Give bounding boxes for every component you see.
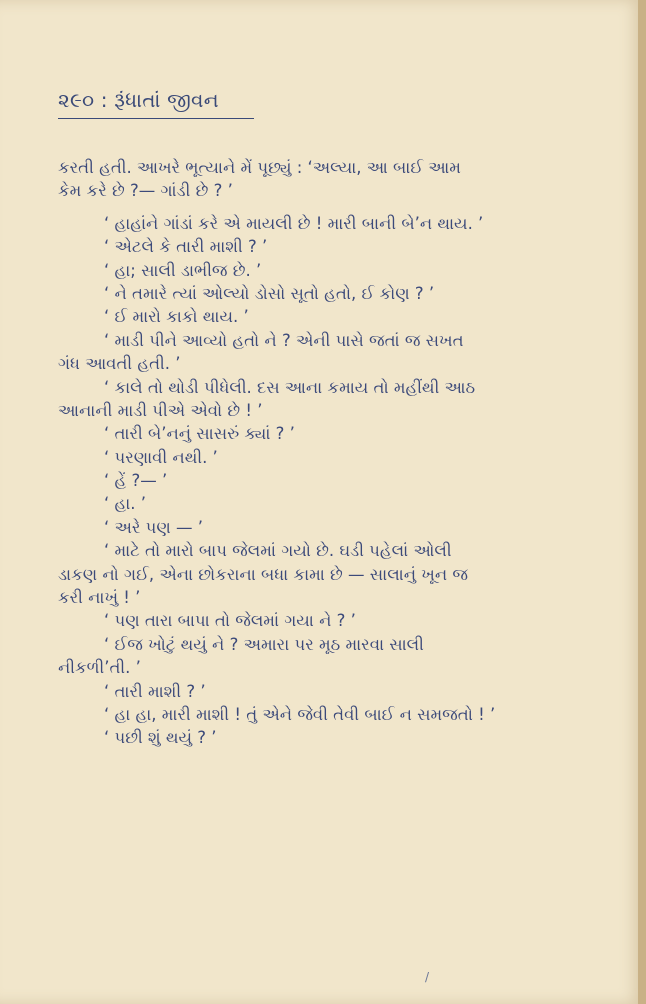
page-edge-shadow <box>638 0 646 1004</box>
paragraph <box>58 726 606 749</box>
ink-mark: / <box>425 970 430 984</box>
text-line: ‘ પરણાવી નથી. ’ <box>104 447 218 467</box>
paragraph <box>58 235 606 258</box>
text-line: ‘ પછી શું થયું ? ’ <box>104 728 217 748</box>
text-line: ‘ ને તમારે ત્યાં ઓલ્યો ડોસો સૂતો હતો, ઈ કોણ ? ’ <box>104 283 435 303</box>
paragraph <box>58 703 606 726</box>
text-line: ‘ પણ તારા બાપા તો જેલમાં ગયા ને ? ’ <box>104 611 356 631</box>
text-line: ‘ તારી બે’નનું સાસરું ક્યાં ? ’ <box>104 424 295 444</box>
paragraph <box>58 329 606 376</box>
paragraph <box>58 446 606 469</box>
text-line: કરતી હતી. આખરે ભૂત્યાને મેં પૂછ્યું : ‘અલ્યા, આ બાઈ આમ <box>58 158 461 177</box>
paragraph <box>58 422 606 445</box>
paragraph <box>58 282 606 305</box>
text-line: ‘ હેં ?— ’ <box>104 471 168 491</box>
paragraph <box>58 680 606 703</box>
text-line: કરી નાખું ! ’ <box>58 588 141 608</box>
paragraph <box>58 516 606 539</box>
paragraph <box>58 539 606 609</box>
paragraph <box>58 259 606 282</box>
text-line: ‘ અરે પણ — ’ <box>104 517 204 537</box>
paragraph <box>58 609 606 632</box>
text-line: ‘ હા. ’ <box>104 494 146 514</box>
header-rule <box>58 118 254 119</box>
body-text <box>58 156 606 750</box>
text-line: ‘ હાહાંને ગાંડાં કરે એ માયલી છે ! મારી બાની બે’ન થાય. ’ <box>104 213 484 233</box>
text-line: ગંધ આવતી હતી. ’ <box>58 354 181 374</box>
text-line: ‘ ઈજ ખોટું થયું ને ? અમારા પર મૂઠ મારવા સાલી <box>104 634 424 654</box>
paragraph <box>58 633 606 680</box>
running-header: ૨૯૦ : રૂંધાતાં જીવન <box>58 88 219 112</box>
text-line: ‘ ઈ મારો કાકો થાય. ’ <box>104 307 249 327</box>
text-line: કેમ કરે છે ?— ગાંડી છે ? ’ <box>58 181 233 201</box>
text-line: ‘ હા; સાલી ડાભીજ છે. ’ <box>104 260 262 280</box>
paragraph <box>58 376 606 423</box>
paragraph <box>58 212 606 235</box>
text-line: ‘ માટે તો મારો બાપ જેલમાં ગયો છે. ઘડી પહેલાં ઓલી <box>104 541 452 561</box>
paragraph <box>58 492 606 515</box>
paragraph <box>58 469 606 492</box>
text-line: ‘ તારી માશી ? ’ <box>104 681 206 701</box>
text-line: ડાકણ નો ગઈ, એના છોકરાના બધા કામા છે — સાલાનું ખૂન જ <box>58 564 468 584</box>
text-line: આનાની માડી પીએ એવો છે ! ’ <box>58 400 263 420</box>
text-line: ‘ હા હા, મારી માશી ! તું એને જેવી તેવી બાઈ ન સમજતો ! ’ <box>104 704 496 724</box>
paragraph <box>58 156 606 203</box>
text-line: નીકળી’તી. ’ <box>58 658 141 678</box>
text-line: ‘ માડી પીને આવ્યો હતો ને ? એની પાસે જતાં જ સખત <box>104 330 464 350</box>
paragraph <box>58 305 606 328</box>
text-line: ‘ એટલે કે તારી માશી ? ’ <box>104 237 268 257</box>
text-line: ‘ કાલે તો થોડી પીધેલી. દસ આના કમાય તો મહીંથી આઠ <box>104 377 476 397</box>
